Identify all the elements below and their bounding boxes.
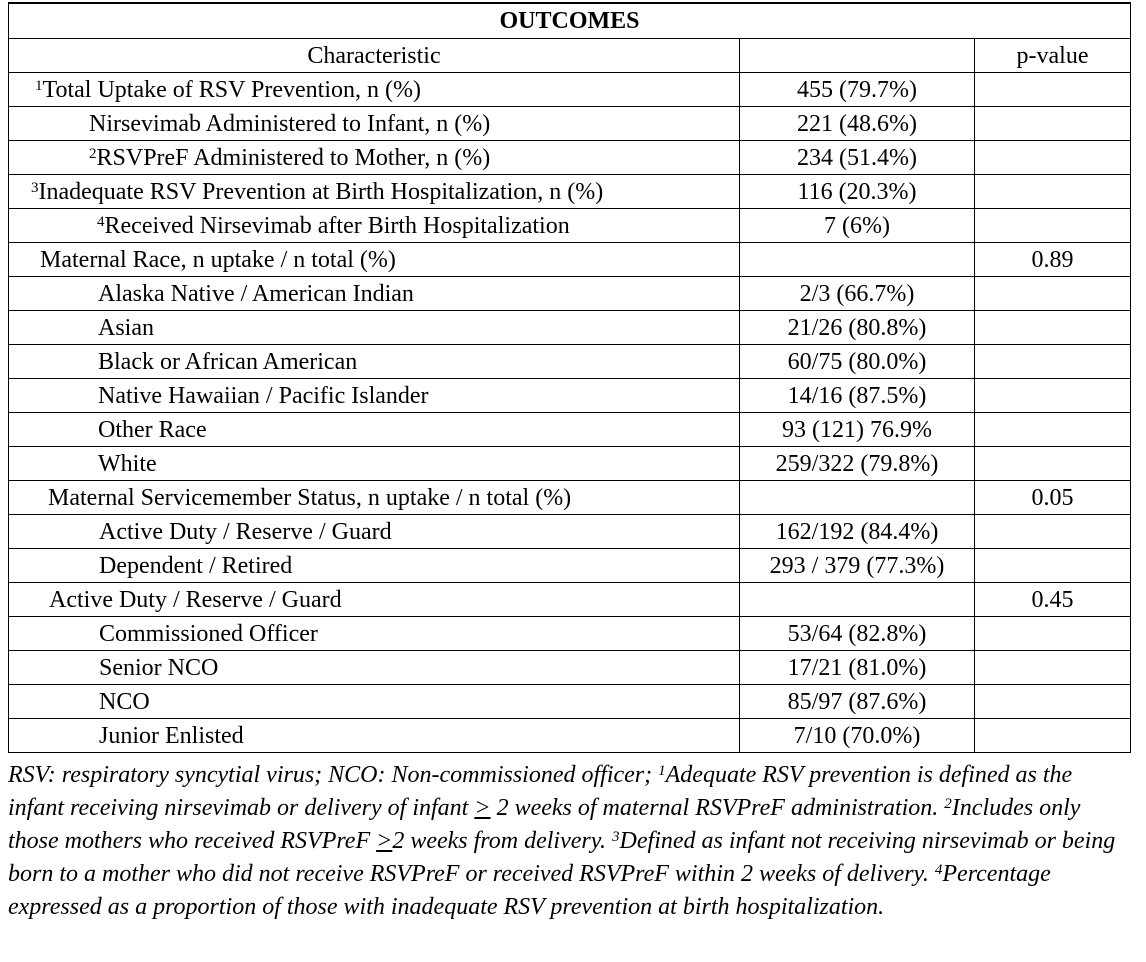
table-row xyxy=(9,73,1131,107)
row-p-value xyxy=(975,515,1131,549)
table-row xyxy=(9,515,1131,549)
row-label xyxy=(9,481,740,515)
footnote-marker: 4 xyxy=(97,213,105,230)
row-value: 21/26 (80.8%) xyxy=(740,311,975,345)
row-label-text: Dependent / Retired xyxy=(99,552,293,579)
row-value: 2/3 (66.7%) xyxy=(740,277,975,311)
row-label-text: Active Duty / Reserve / Guard xyxy=(99,518,392,545)
row-label-text: Asian xyxy=(98,314,154,341)
row-value: 7 (6%) xyxy=(740,209,975,243)
row-p-value xyxy=(975,447,1131,481)
footnote-text: 2 weeks of maternal RSVPreF administration. xyxy=(490,795,945,821)
row-label xyxy=(9,617,740,651)
row-p-value xyxy=(975,651,1131,685)
row-value xyxy=(740,243,975,277)
row-value: 17/21 (81.0%) xyxy=(740,651,975,685)
row-value: 259/322 (79.8%) xyxy=(740,447,975,481)
row-label xyxy=(9,447,740,481)
footnote-marker: 2 xyxy=(89,145,97,162)
row-label xyxy=(9,73,740,107)
row-label-text: RSVPreF Administered to Mother, n (%) xyxy=(96,144,491,171)
table-row xyxy=(9,277,1131,311)
header-p-value: p-value xyxy=(975,39,1131,73)
greater-equal-symbol: > xyxy=(474,795,491,821)
table-row xyxy=(9,413,1131,447)
row-p-value xyxy=(975,617,1131,651)
row-p-value xyxy=(975,141,1131,175)
row-label-text: Native Hawaiian / Pacific Islander xyxy=(98,382,429,409)
table-row xyxy=(9,209,1131,243)
row-value: 60/75 (80.0%) xyxy=(740,345,975,379)
row-value: 221 (48.6%) xyxy=(740,107,975,141)
row-p-value xyxy=(975,379,1131,413)
footnote-text: 2 weeks from delivery. xyxy=(392,828,613,854)
footnote-marker: 3 xyxy=(612,829,620,845)
row-label xyxy=(9,583,740,617)
table-row xyxy=(9,345,1131,379)
row-p-value xyxy=(975,209,1131,243)
row-p-value xyxy=(975,175,1131,209)
table-title-row xyxy=(9,3,1131,39)
table-row xyxy=(9,243,1131,277)
outcomes-document xyxy=(8,2,1130,924)
row-label xyxy=(9,107,740,141)
row-label-text: Senior NCO xyxy=(99,654,219,681)
row-p-value xyxy=(975,277,1131,311)
footnote-marker: 1 xyxy=(35,77,43,94)
greater-equal-symbol: > xyxy=(376,828,393,854)
table-title: OUTCOMES xyxy=(9,3,1131,39)
table-row xyxy=(9,481,1131,515)
row-label-text: Inadequate RSV Prevention at Birth Hospitalization, n (%) xyxy=(38,178,604,205)
row-label-text: Alaska Native / American Indian xyxy=(98,280,414,307)
row-label-text: Nirsevimab Administered to Infant, n (%) xyxy=(89,110,491,137)
row-label-text: Maternal Servicemember Status, n uptake / n total (%) xyxy=(48,484,572,511)
row-label-text: Other Race xyxy=(98,416,207,443)
footnote-text: Percentage expressed as a proportion of those with inadequate RSV prevention at birth hospitalization. xyxy=(8,861,1051,920)
table-row xyxy=(9,685,1131,719)
row-value: 234 (51.4%) xyxy=(740,141,975,175)
row-p-value xyxy=(975,549,1131,583)
footnote-text: Adequate RSV prevention is defined as the infant receiving nirsevimab or delivery of infant xyxy=(8,762,1073,821)
row-value: 116 (20.3%) xyxy=(740,175,975,209)
row-label xyxy=(9,379,740,413)
table-row xyxy=(9,583,1131,617)
row-label-text: Maternal Race, n uptake / n total (%) xyxy=(40,246,396,273)
row-value: 53/64 (82.8%) xyxy=(740,617,975,651)
row-p-value: 0.45 xyxy=(975,583,1131,617)
table-row xyxy=(9,651,1131,685)
table-row xyxy=(9,549,1131,583)
header-characteristic: Characteristic xyxy=(9,39,740,73)
row-label-text: NCO xyxy=(99,688,150,715)
row-p-value: 0.05 xyxy=(975,481,1131,515)
row-value: 455 (79.7%) xyxy=(740,73,975,107)
table-row xyxy=(9,719,1131,753)
row-value: 85/97 (87.6%) xyxy=(740,685,975,719)
row-label xyxy=(9,277,740,311)
row-p-value xyxy=(975,73,1131,107)
row-label-text: Received Nirsevimab after Birth Hospitalization xyxy=(104,212,570,239)
footnote-text: RSV: respiratory syncytial virus; NCO: Non-commissioned officer; xyxy=(8,762,659,788)
table-row xyxy=(9,311,1131,345)
footnote-text: Includes only those mothers who received RSVPreF xyxy=(8,795,1081,854)
row-value: 7/10 (70.0%) xyxy=(740,719,975,753)
table-row xyxy=(9,107,1131,141)
row-p-value xyxy=(975,345,1131,379)
row-p-value xyxy=(975,685,1131,719)
row-label-text: White xyxy=(98,450,157,477)
row-label xyxy=(9,549,740,583)
row-label xyxy=(9,311,740,345)
footnote-marker: 4 xyxy=(934,862,943,878)
row-label xyxy=(9,651,740,685)
row-label xyxy=(9,243,740,277)
row-p-value: 0.89 xyxy=(975,243,1131,277)
row-value: 93 (121) 76.9% xyxy=(740,413,975,447)
table-row xyxy=(9,617,1131,651)
row-label-text: Active Duty / Reserve / Guard xyxy=(49,586,342,613)
row-label-text: Commissioned Officer xyxy=(99,620,318,647)
footnote-marker: 3 xyxy=(31,179,39,196)
row-value xyxy=(740,583,975,617)
row-p-value xyxy=(975,719,1131,753)
table-header-row xyxy=(9,39,1131,73)
row-label xyxy=(9,345,740,379)
row-value: 293 / 379 (77.3%) xyxy=(740,549,975,583)
table-footnote xyxy=(8,759,1130,924)
row-value xyxy=(740,481,975,515)
footnote-marker: 1 xyxy=(658,763,666,779)
footnote-text: Defined as infant not receiving nirsevimab or being born to a mother who did not receive RSVPreF or received RSVPreF within 2 weeks of delivery. xyxy=(8,828,1116,887)
table-row xyxy=(9,447,1131,481)
row-label xyxy=(9,515,740,549)
row-label-text: Total Uptake of RSV Prevention, n (%) xyxy=(42,76,421,103)
row-label xyxy=(9,413,740,447)
row-p-value xyxy=(975,107,1131,141)
row-label xyxy=(9,175,740,209)
table-row xyxy=(9,379,1131,413)
row-value: 14/16 (87.5%) xyxy=(740,379,975,413)
row-label xyxy=(9,719,740,753)
row-p-value xyxy=(975,413,1131,447)
row-p-value xyxy=(975,311,1131,345)
table-row xyxy=(9,175,1131,209)
table-row xyxy=(9,141,1131,175)
row-label xyxy=(9,209,740,243)
outcomes-table xyxy=(8,2,1131,753)
row-label-text: Black or African American xyxy=(98,348,358,375)
row-label xyxy=(9,685,740,719)
row-value: 162/192 (84.4%) xyxy=(740,515,975,549)
footnote-marker: 2 xyxy=(944,796,952,812)
row-label-text: Junior Enlisted xyxy=(99,722,244,749)
header-value xyxy=(740,39,975,73)
row-label xyxy=(9,141,740,175)
